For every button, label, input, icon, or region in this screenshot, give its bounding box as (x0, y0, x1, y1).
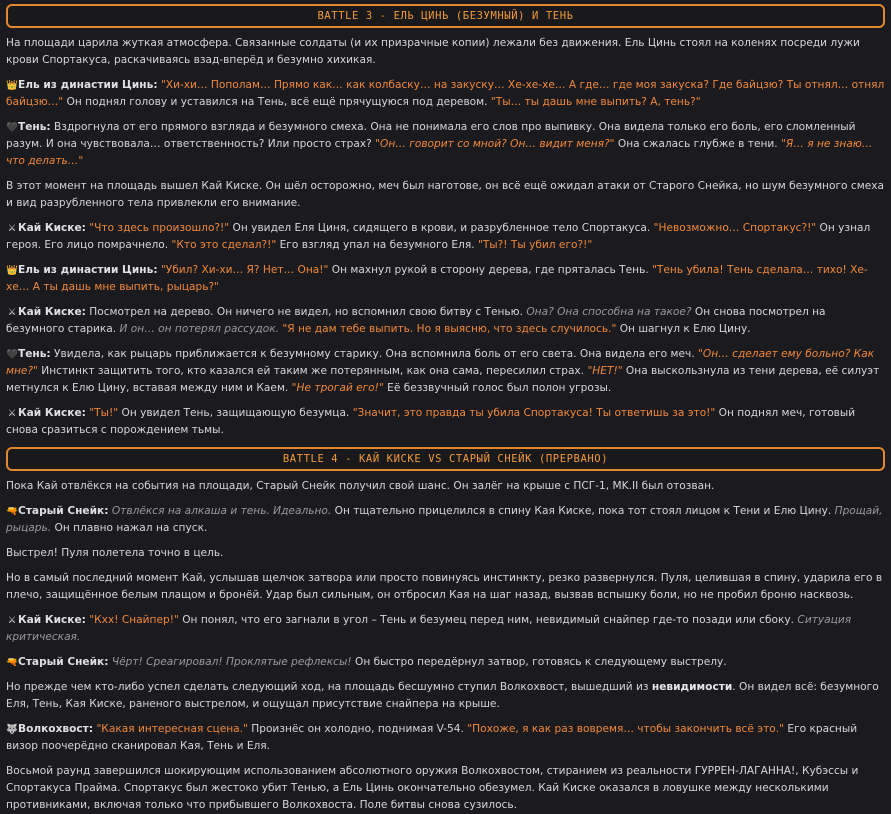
narration: В этот момент на площадь вышел Кай Киске. Он шёл осторожно, меч был наготове, он всё ещё ожидал атаки от Старого Снейка, но шум безумного смеха и вид разрубленного тела привлекли его внимание. (6, 180, 884, 209)
dialogue-volkokhvost: 🐺Волкохвост: "Какая интересная сцена." Произнёс он холодно, поднимая V-54. "Похоже, я как раз вовремя… чтобы закончить всё это." Его красный визор поочерёдно сканировал Кая, Тень и Еля. (6, 723, 858, 752)
dialogue-ten: 🖤Тень: Вздрогнула от его прямого взгляда и безумного смеха. Она не понимала его слов про выпивку. Она видела только его боль, его сломленный разум. И она чувствовала… ответственность? Или просто страх? "Он… говорит со мной? Он… видит меня?" Она сжалась глубже в тени. "Я… я не знаю… что делать…" (6, 121, 873, 167)
sniper-rifle-icon: 🔫 (6, 657, 18, 668)
narration: На площади царила жуткая атмосфера. Связанные солдаты (и их призрачные копии) лежали без движения. Ель Цинь стоял на коленях посреди лужи крови Спортакуса, раскачиваясь взад-вперёд и безумно хихикая. (6, 37, 860, 66)
battle-3-banner: BATTLE 3 - ЕЛЬ ЦИНЬ (БЕЗУМНЫЙ) И ТЕНЬ (6, 4, 885, 28)
narration: Но прежде чем кто-либо успел сделать следующий ход, на площадь бесшумно ступил Волкохвост, вышедший из невидимости. Он видел всё: безумного Еля, Тень, Кая Киске, раненого выстрелом, и ощущал присутствие снайпера на крыше. (6, 681, 879, 710)
dialogue-yel-qin: 👑Ель из династии Цинь: "Хи-хи… Пополам… Прямо как… как колбаску… на закуску… Хе-хе-хе… А где… где моя закуска? Где байцзю? Ты отнял… отнял байцзю…" Он поднял голову и уставился на Тень, всё ещё прячущуюся под деревом. "Ты… ты дашь мне выпить? А, тень?" (6, 79, 885, 108)
sniper-rifle-icon: 🔫 (6, 506, 18, 517)
wolf-icon: 🐺 (6, 724, 18, 735)
dialogue-old-snake: 🔫Старый Снейк: Чёрт! Среагировал! Проклятые рефлексы! Он быстро передёрнул затвор, готовясь к следующему выстрелу. (6, 654, 885, 671)
narration: Пока Кай отвлёкся на события на площади, Старый Снейк получил свой шанс. Он залёг на крыше с ПСГ-1, MK.II был отозван. (6, 480, 715, 492)
crown-icon: 👑 (6, 80, 18, 91)
dialogue-kai-kiske: ⚔ Кай Киске: "Ты!" Он увидел Тень, защищающую безумца. "Значит, это правда ты убила Спортакуса! Ты ответишь за это!" Он поднял меч, готовый снова сразиться с порождением тьмы. (6, 407, 856, 436)
crossed-swords-icon: ⚔ (7, 223, 17, 234)
dialogue-yel-qin: 👑Ель из династии Цинь: "Убил? Хи-хи… Я? Нет… Она!" Он махнул рукой в сторону дерева, где пряталась Тень. "Тень убила! Тень сделала… тихо! Хе-хе… А ты дашь мне выпить, рыцарь?" (6, 264, 868, 293)
black-heart-icon: 🖤 (6, 122, 18, 133)
crossed-swords-icon: ⚔ (7, 307, 17, 318)
dialogue-old-snake: 🔫Старый Снейк: Отвлёкся на алкаша и тень. Идеально. Он тщательно прицелился в спину Кая Киске, пока тот стоял лицом к Тени и Елю Цину. Прощай, рыцарь. Он плавно нажал на спуск. (6, 505, 883, 534)
narration: Восьмой раунд завершился шокирующим использованием абсолютного оружия Волкохвостом, стиранием из реальности ГУРРЕН-ЛАГАННА!, Кубэссы и Спортакуса Прайма. Спортакус был жестоко убит Тенью, а Ель Цинь окончательно обезумел. Кай Киске оказался в ловушке между несколькими противниками, включая только что прибывшего Волкохвоста. Поле битвы снова сузилось. (6, 765, 859, 811)
narration: Но в самый последний момент Кай, услышав щелчок затвора или просто повинуясь инстинкту, резко развернулся. Пуля, целившая в спину, ударила его в плечо, защищённое белым плащом и бронёй. Удар был сильным, он отбросил Кая на шаг назад, вызвав вспышку боли, но не пробил броню насквозь. (6, 572, 883, 601)
black-heart-icon: 🖤 (6, 349, 18, 360)
crown-icon: 👑 (6, 265, 18, 276)
narration: Выстрел! Пуля полетела точно в цель. (6, 547, 224, 559)
dialogue-kai-kiske: ⚔ Кай Киске: "Кхх! Снайпер!" Он понял, что его загнали в угол – Тень и безумец перед ним, невидимый снайпер где-то позади или сбоку. Ситуация критическая. (6, 614, 852, 643)
dialogue-kai-kiske: ⚔ Кай Киске: "Что здесь произошло?!" Он увидел Еля Циня, сидящего в крови, и разрубленное тело Спортакуса. "Невозможно… Спортакус?!" Он узнал героя. Его лицо помрачнело. "Кто это сделал?!" Его взгляд упал на безумного Еля. "Ты?! Ты убил его?!" (6, 222, 871, 251)
crossed-swords-icon: ⚔ (7, 408, 17, 419)
crossed-swords-icon: ⚔ (7, 615, 17, 626)
dialogue-ten: 🖤Тень: Увидела, как рыцарь приближается к безумному старику. Она вспомнила боль от его света. Она видела его меч. "Он… сделает ему больно? Как мне?" Инстинкт защитить того, кто казался ей таким же потерянным, как она сама, пересилил страх. "НЕТ!" Она выскользнула из тени дерева, её силуэт метнулся к Елю Цину, вставая между ним и Каем. "Не трогай его!" Её беззвучный голос был полон угрозы. (6, 348, 880, 394)
dialogue-kai-kiske: ⚔ Кай Киске: Посмотрел на дерево. Он ничего не видел, но вспомнил свою битву с Тенью. Она? Она способна на такое? Он снова посмотрел на безумного старика. И он… он потерял рассудок. "Я не дам тебе выпить. Но я выясню, что здесь случилось." Он шагнул к Елю Цину. (6, 306, 826, 335)
battle-4-banner: BATTLE 4 - КАЙ КИСКЕ VS СТАРЫЙ СНЕЙК (ПРЕРВАНО) (6, 447, 885, 471)
